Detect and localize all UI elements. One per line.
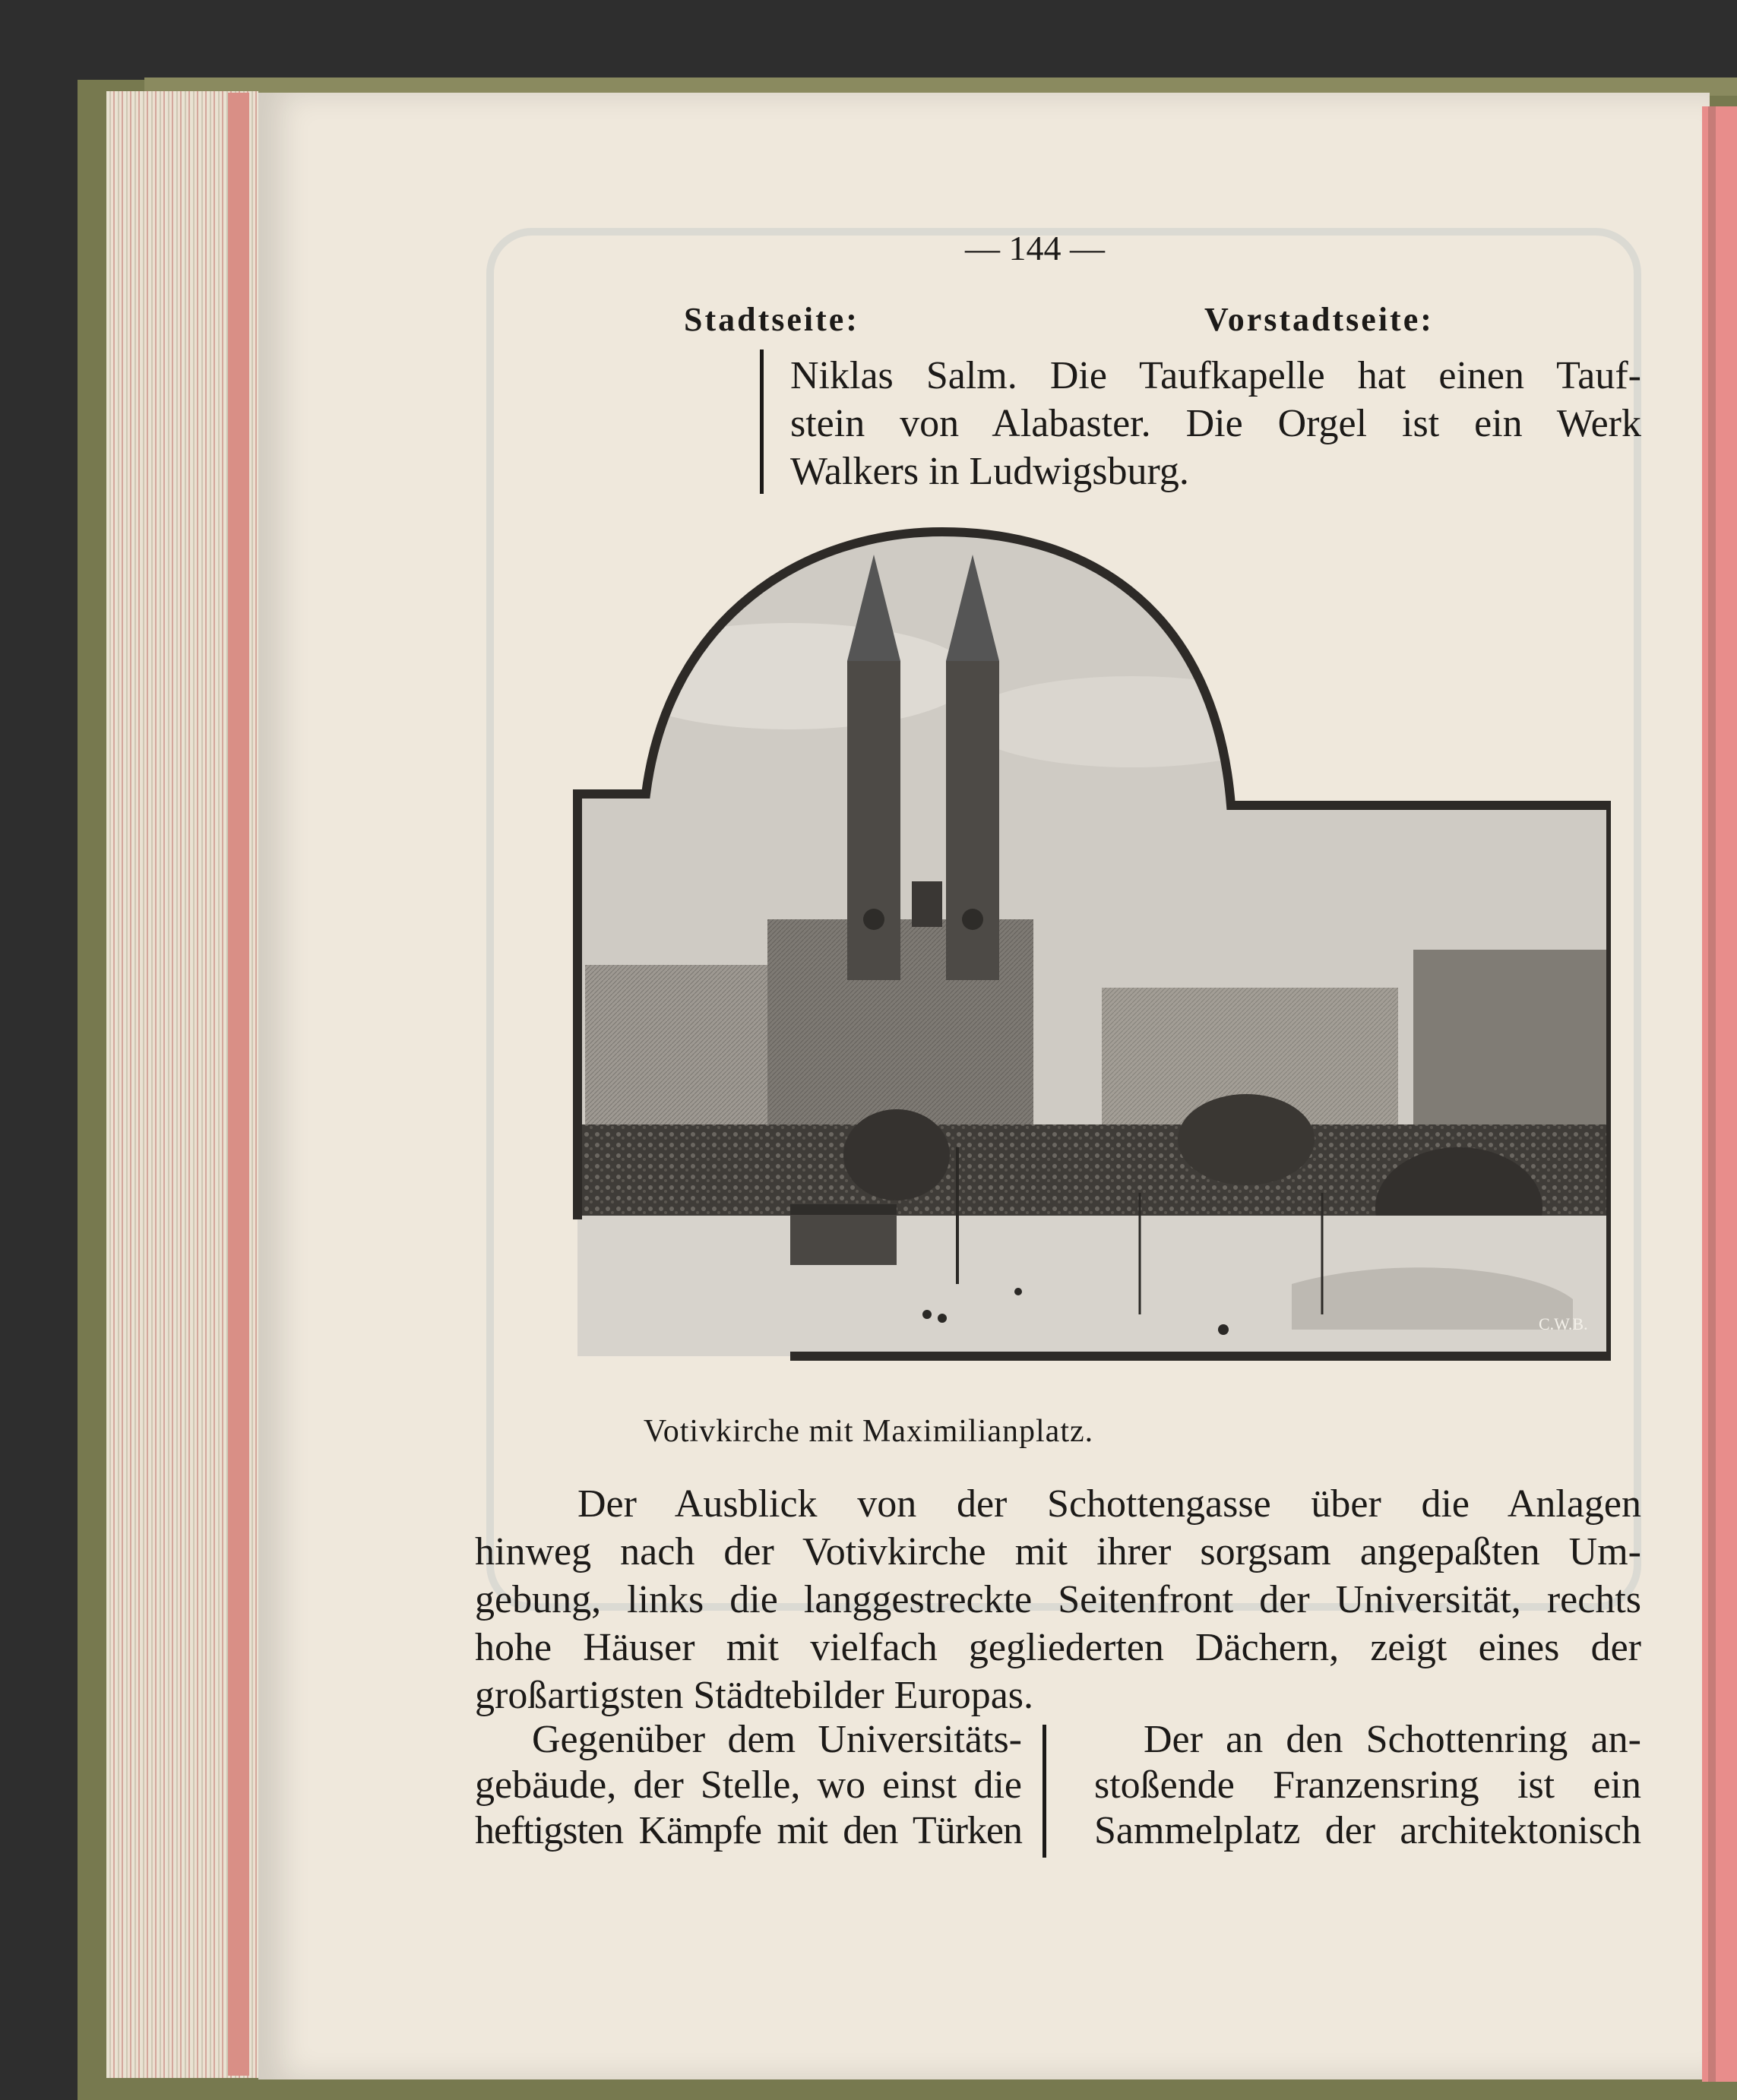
column-rule-bottom bbox=[1043, 1725, 1046, 1858]
votivkirche-illustration bbox=[562, 524, 1611, 1364]
main-paragraph-line-1: Der Ausblick von der Schottengasse über die Anlagen bbox=[577, 1482, 1641, 1526]
page-stack-right bbox=[1702, 106, 1737, 2082]
main-paragraph-line-5: großartigsten Städtebilder Europas. bbox=[475, 1674, 1034, 1717]
column-rule-top bbox=[760, 349, 764, 494]
column-header-left: Stadtseite: bbox=[684, 301, 859, 338]
main-paragraph-line-3: gebung, links die langgestreckte Seitenfront der Universität, rechts bbox=[475, 1578, 1641, 1621]
page-number: — 144 — bbox=[965, 229, 1105, 267]
right-column-line-3: Sammelplatz der architektonisch bbox=[1094, 1809, 1641, 1852]
figure-caption: Votivkirche mit Maximilianplatz. bbox=[643, 1414, 1094, 1449]
page-edge-band bbox=[228, 93, 249, 2076]
left-column-line-3: heftigsten Kämpfe mit den Türken bbox=[475, 1809, 1022, 1852]
right-column-line-1: Der an den Schottenring an- bbox=[1144, 1718, 1641, 1761]
right-column-line-2: stoßende Franzensring ist ein bbox=[1094, 1763, 1641, 1807]
column-header-right: Vorstadtseite: bbox=[1204, 301, 1434, 338]
main-paragraph-line-4: hohe Häuser mit vielfach gegliederten Dächern, zeigt eines der bbox=[475, 1626, 1641, 1669]
page-stack-right-shadow bbox=[1708, 106, 1716, 2082]
top-paragraph-line-3: Walkers in Ludwigsburg. bbox=[790, 450, 1189, 493]
top-paragraph-line-1: Niklas Salm. Die Taufkapelle hat einen Tauf- bbox=[790, 354, 1641, 397]
main-paragraph-line-2: hinweg nach der Votivkirche mit ihrer sorgsam angepaßten Um- bbox=[475, 1530, 1641, 1573]
illustration-signature: C.W.B. bbox=[1539, 1314, 1588, 1333]
top-paragraph-line-2: stein von Alabaster. Die Orgel ist ein Werk bbox=[790, 402, 1641, 445]
left-column-line-2: gebäude, der Stelle, wo einst die bbox=[475, 1763, 1022, 1807]
left-column-line-1: Gegenüber dem Universitäts- bbox=[532, 1718, 1022, 1761]
